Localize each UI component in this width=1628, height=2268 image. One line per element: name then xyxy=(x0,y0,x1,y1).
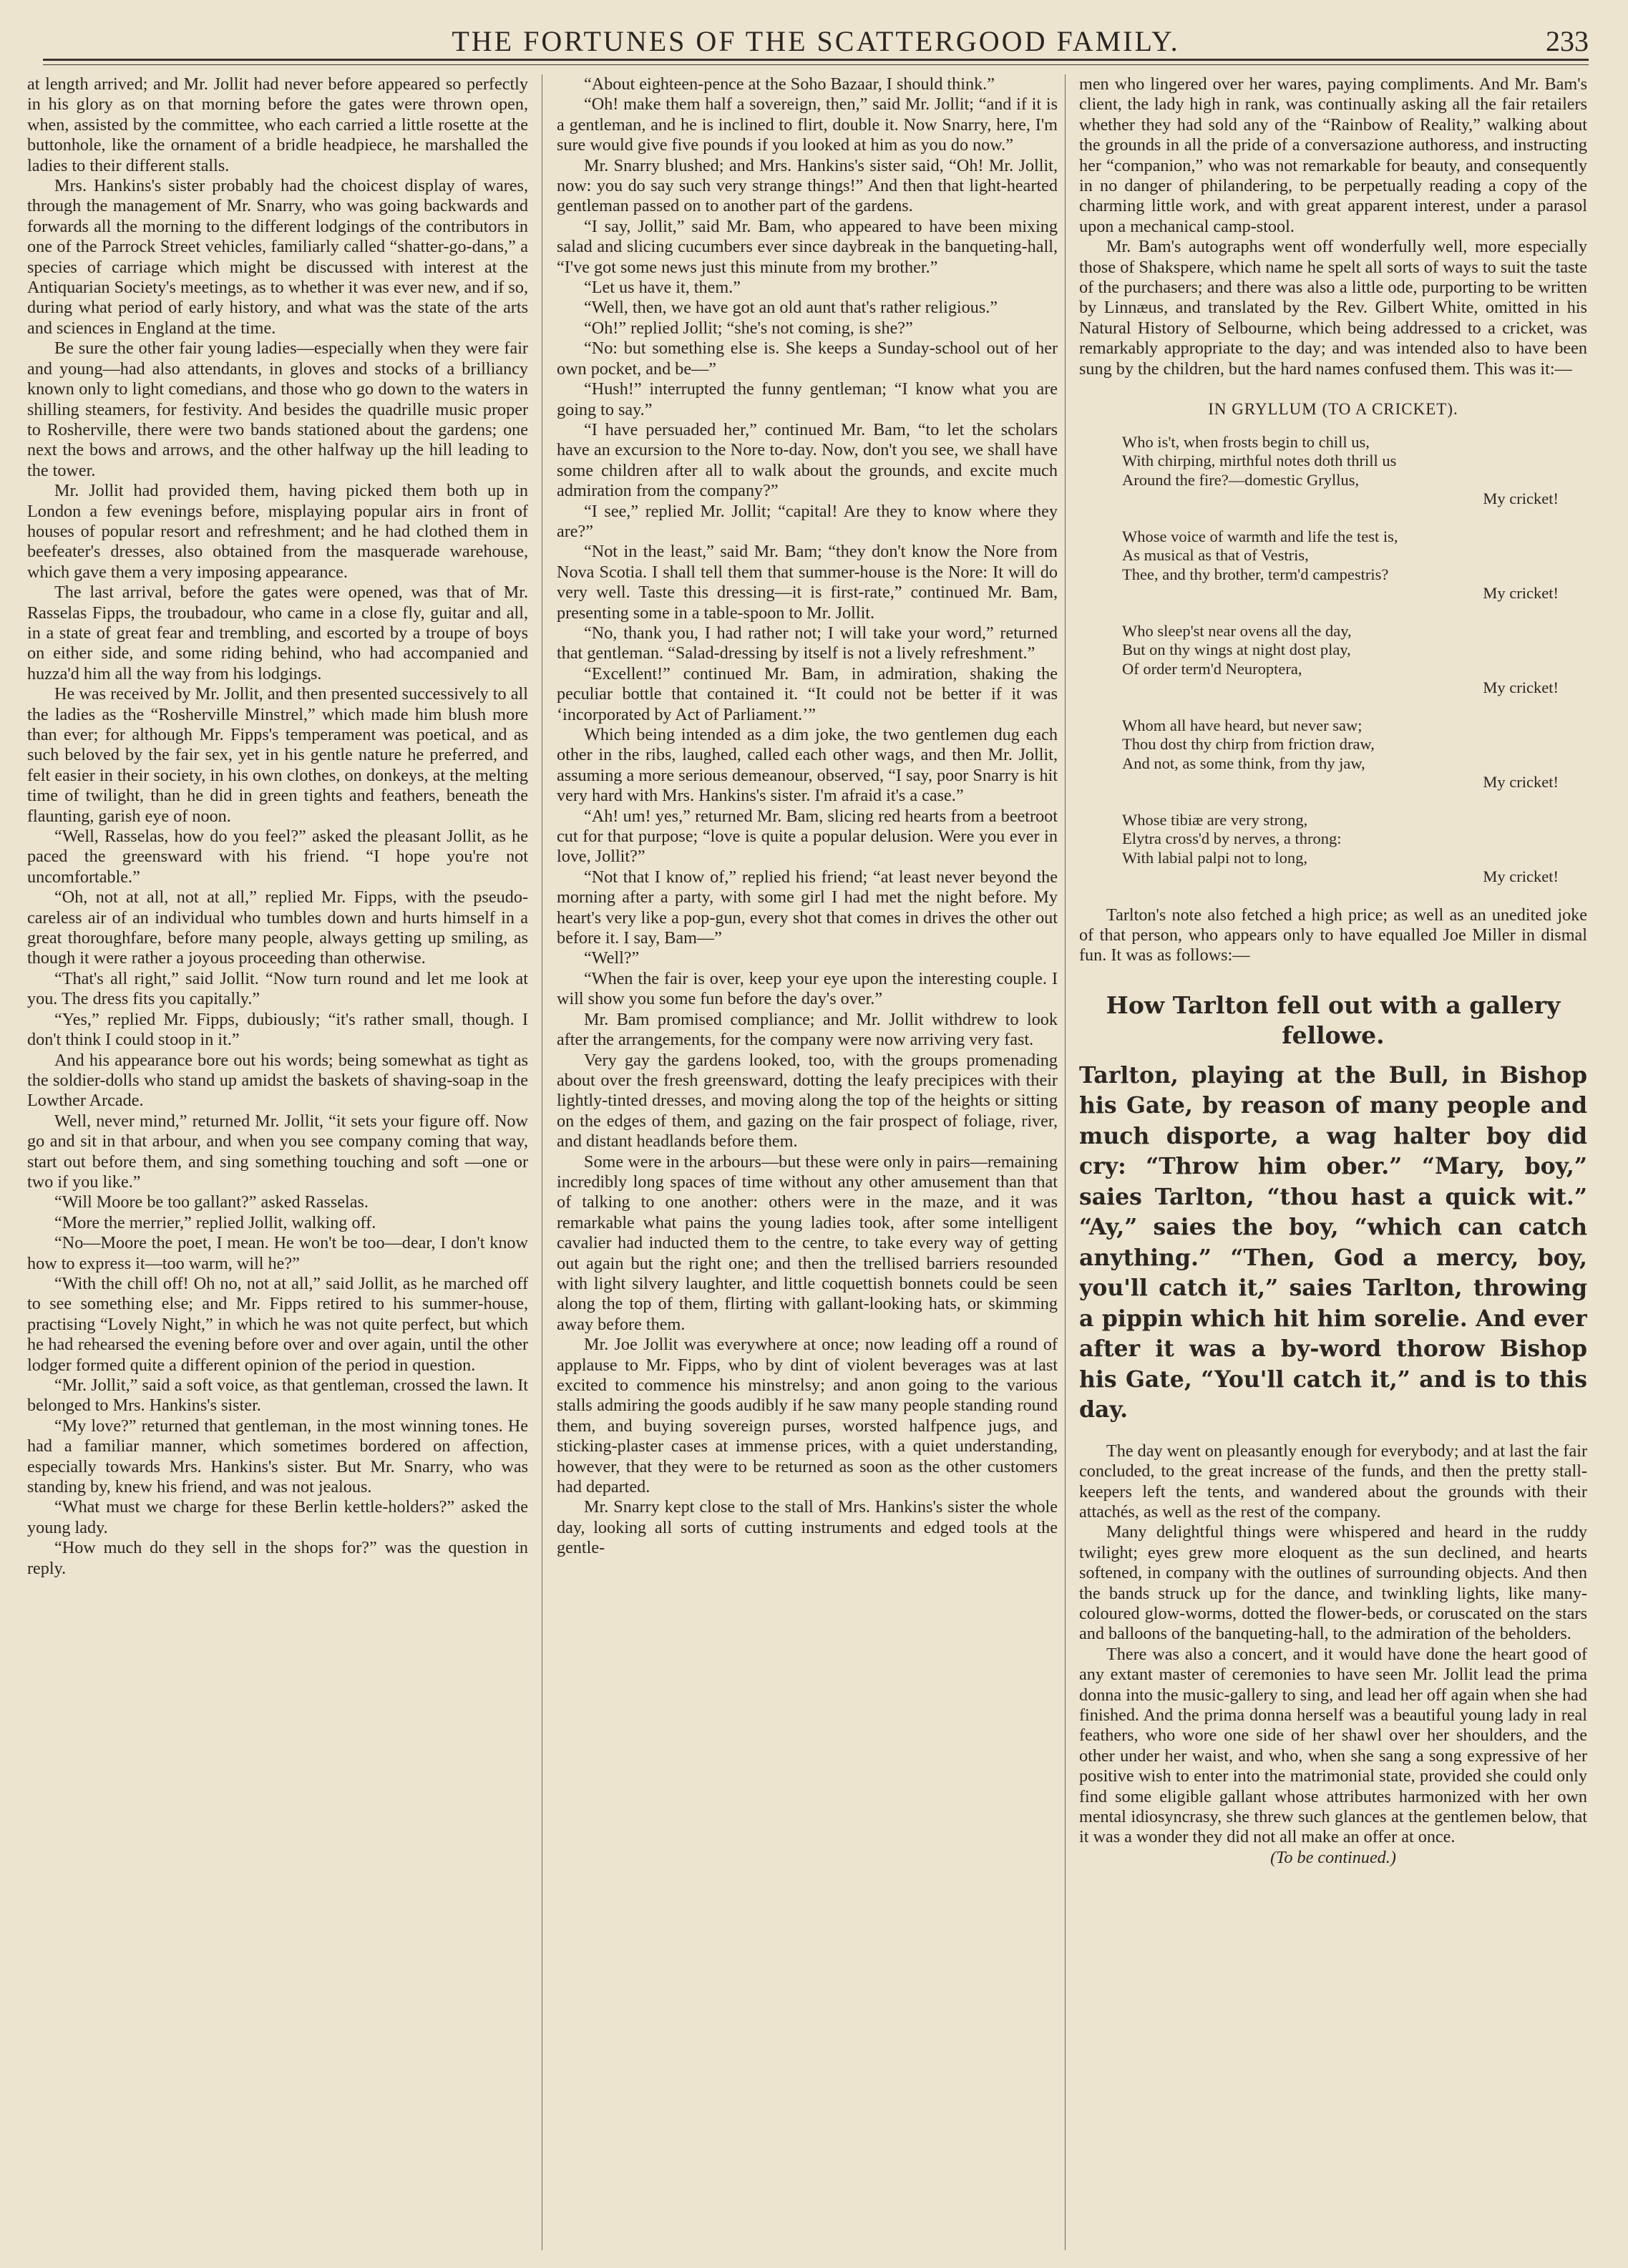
poem-line: As musical as that of Vestris, xyxy=(1122,546,1309,564)
poem-line: Of order term'd Neuroptera, xyxy=(1122,659,1302,678)
column-3-opening xyxy=(1079,74,1587,379)
paragraph: “With the chill off! Oh no, not at all,” said Jollit, as he marched off to see something else; and Mr. Fipps retired to his summer-house, practising “Lovely Night,” in which he was not quite perfect, but which he had rehearsed the evening before over and over again, until the other lodger formed quite a different opinion of the period in question. xyxy=(27,1273,528,1375)
paragraph: Some were in the arbours—but these were only in pairs—remaining incredibly long spaces of time without any other amusement than that of talking to one another: others were in the maze, and it was remarkable what pains the young ladies took, after some intelligent cavalier had inducted them to the centre, to take every way of getting out again but the right one; and then the trellised barriers resounded with light silvery laughter, and little coquettish bonnets could be seen along the top of them, flirting with gallant-looking hats, or skimming away before them. xyxy=(557,1152,1058,1334)
poem-line: Who is't, when frosts begin to chill us, xyxy=(1122,432,1370,451)
paragraph: Mr. Bam's autographs went off wonderfully well, more especially those of Shakspere, which name he spelt all sorts of ways to suit the taste of the purchasers; and there was also a little ode, purporting to be written by Linnæus, and translated by the Rev. Gilbert White, omitted in his Natural History of Selbourne, which being addressed to a cricket, was remarkably appropriate to the day; and was intended also to have been sung by the children, but the hard names confused them. This was it:— xyxy=(1079,237,1587,379)
paragraph: The day went on pleasantly enough for everybody; and at last the fair concluded, to the great increase of the funds, and then the pretty stall-keepers left the tents, and wandered about the grounds with their attachés, as well as the rest of the company. xyxy=(1079,1441,1587,1522)
paragraph: Mrs. Hankins's sister probably had the choicest display of wares, through the management of Mr. Snarry, who was going backwards and forwards all the morning to the different lodgings of the contributors in one of the Parrock Street vehicles, familiarly called “shatter-go-dans,” a species of carriage which might be discussed with interest at the Antiquarian Society's meetings, as to whether it was ever new, and if so, during what period of early history, and what was the state of the arts and sciences in England at the time. xyxy=(27,176,528,338)
paragraph: “That's all right,” said Jollit. “Now turn round and let me look at you. The dress fits you capitally.” xyxy=(27,968,528,1009)
paragraph: “I say, Jollit,” said Mr. Bam, who appeared to have been mixing salad and slicing cucumbers ever since daybreak in the banqueting-hall, “I've got some news just this minute from my brother.” xyxy=(557,216,1058,277)
paragraph: Which being intended as a dim joke, the two gentlemen dug each other in the ribs, laughed, called each other wags, and then Mr. Jollit, assuming a more serious demeanour, observed, “I say, poor Snarry is hit very hard with Mrs. Hankins's sister. I'm afraid it's a case.” xyxy=(557,725,1058,806)
to-be-continued: (To be continued.) xyxy=(1270,1847,1396,1867)
poem-line: With labial palpi not to long, xyxy=(1122,848,1308,867)
paragraph: “I have persuaded her,” continued Mr. Bam, “to let the scholars have an excursion to the Nore to-day. Now, don't you see, we shall have some children after all to walk about the grounds, and excite much admiration from the company?” xyxy=(557,419,1058,501)
poem-refrain: My cricket! xyxy=(1483,773,1559,791)
poem-line: Whom all have heard, but never saw; xyxy=(1122,716,1363,734)
paragraph: “Mr. Jollit,” said a soft voice, as that gentleman, crossed the lawn. It belonged to Mrs. Hankins's sister. xyxy=(27,1376,528,1416)
paragraph: “Yes,” replied Mr. Fipps, dubiously; “it's rather small, though. I don't think I could stoop in it.” xyxy=(27,1009,528,1050)
paragraph: Mr. Joe Jollit was everywhere at once; now leading off a round of applause to Mr. Fipps, who by dint of violent beverages was at last excited to commence his minstrelsy; and anon going to the various stalls admiring the goods audibly if he saw many people standing round them, and buying sovereign purses, worsted halfpence jugs, and sticking-plaster cases at immense prices, with a quiet understanding, however, that they were to be returned as soon as the other customers had departed. xyxy=(557,1335,1058,1497)
paragraph: Tarlton's note also fetched a high price; as well as an unedited joke of that person, who appears only to have equalled Joe Miller in dismal fun. It was as follows:— xyxy=(1079,905,1587,965)
column-1 xyxy=(27,74,528,2250)
poem-refrain: My cricket! xyxy=(1483,584,1559,602)
paragraph: “Hush!” interrupted the funny gentleman; “I know what you are going to say.” xyxy=(557,379,1058,419)
poem-line: Elytra cross'd by nerves, a throng: xyxy=(1122,829,1342,847)
paragraph: There was also a concert, and it would have done the heart good of any extant master of ceremonies to have seen Mr. Jollit lead the prima donna into the music-gallery to sing, and lead her off again when she had finished. And the prima donna herself was a beautiful young lady in real feathers, who wore one side of her shawl over her shoulders, and the other under her waist, and who, when she sang a song expressive of her positive wish to enter into the matrimonial state, provided she could only find some eligible gallant whose attributes harmonized with her own mental idiosyncrasy, she threw such glances at the gentlemen below, that it was a wonder they did not all make an offer at once. xyxy=(1079,1644,1587,1847)
paragraph: Be sure the other fair young ladies—especially when they were fair and young—had also attendants, in gloves and stocks of a brilliancy known only to light comedians, and those who go down to the waters in shilling steamers, for festivity. And besides the quadrille music proper to Rosherville, there were two bands stationed about the gardens; one next the bows and arrows, and the other halfway up the hill leading to the tower. xyxy=(27,339,528,480)
poem-line: Thou dost thy chirp from friction draw, xyxy=(1122,735,1375,753)
poem-line: Thee, and thy brother, term'd campestris? xyxy=(1122,565,1389,583)
paragraph: “No—Moore the poet, I mean. He won't be too—dear, I don't know how to express it—too warm, will he?” xyxy=(27,1233,528,1273)
header-rule-thin xyxy=(43,64,1589,65)
paragraph: Very gay the gardens looked, too, with the groups promenading about over the fresh greensward, dotting the leafy precipices with their lightly-tinted dresses, and moving along the top of the heights or sitting on the edges of them, and gazing on the fair prospect of foliage, river, and distant headlands before them. xyxy=(557,1050,1058,1152)
poem-line: Around the fire?—domestic Gryllus, xyxy=(1122,470,1360,489)
paragraph: “Let us have it, them.” xyxy=(584,278,741,298)
paragraph: “Oh! make them half a sovereign, then,” said Mr. Jollit; “and if it is a gentleman, and he is inclined to flirt, double it. Now Snarry, here, I'm sure would give five pounds if you looked at him as you do now.” xyxy=(557,94,1058,155)
poem-line: But on thy wings at night dost play, xyxy=(1122,641,1351,658)
paragraph: “No, thank you, I had rather not; I will take your word,” returned that gentleman. “Salad-dressing by itself is not a lively refreshment.” xyxy=(557,623,1058,663)
paragraph: “Excellent!” continued Mr. Bam, in admiration, shaking the peculiar bottle that contained it. “It could not be better if it was ‘incorporated by Act of Parliament.’” xyxy=(557,663,1058,724)
poem-stanza xyxy=(1122,716,1587,792)
poem-title: IN GRYLLUM (TO A CRICKET). xyxy=(1208,400,1458,419)
paragraph: Many delightful things were whispered and heard in the ruddy twilight; eyes grew more eloquent as the sun declined, and hearts softened, in company with the outlines of surrounding objects. And then the bands struck up for the dance, and twinkling lights, like many-coloured glow-worms, dotted the flower-beds, or coruscated on the stars and balloons of the banqueting-hall, to the admiration of the beholders. xyxy=(1079,1522,1587,1644)
paragraph: “Will Moore be too gallant?” asked Rasselas. xyxy=(54,1192,369,1212)
poem-refrain: My cricket! xyxy=(1483,678,1559,696)
column-3-closing xyxy=(1079,1441,1587,1848)
paragraph: “What must we charge for these Berlin kettle-holders?” asked the young lady. xyxy=(27,1497,528,1537)
paragraph: Mr. Snarry kept close to the stall of Mrs. Hankins's sister the whole day, looking all sorts of cutting instruments and edged tools at the gentle- xyxy=(557,1497,1058,1558)
header-rule xyxy=(43,59,1589,61)
paragraph: Mr. Snarry blushed; and Mrs. Hankins's sister said, “Oh! Mr. Jollit, now: you do say such very strange things!” And then that light-hearted gentleman passed on to another part of the gardens. xyxy=(557,155,1058,216)
paragraph: “More the merrier,” replied Jollit, walking off. xyxy=(54,1212,376,1232)
blackletter-body: Tarlton, playing at the Bull, in Bishop his Gate, by reason of many people and much disporte, a wag halter boy did cry: “Throw him ober.” “Mary, boy,” saies Tarlton, “thou hast a quick wit.” “Ay,” saies the boy, “which can catch anything.” “Then, God a mercy, boy, you'll catch it,” saies Tarlton, throwing a pippin which hit him sorelie. And ever after it was a by-word thorow Bishop his Gate, “You'll catch it,” and is to this day. xyxy=(1079,1061,1587,1423)
poem-line: Who sleep'st near ovens all the day, xyxy=(1122,621,1352,640)
running-title: THE FORTUNES OF THE SCATTERGOOD FAMILY. xyxy=(452,25,1180,57)
poem-stanza xyxy=(1122,433,1587,509)
paragraph: Mr. Jollit had provided them, having picked them both up in London a few evenings before, misplaying popular airs in front of houses of popular resort and refreshment; and he had clothed them in beefeater's dresses, also obtained from the masquerade warehouse, which gave them a very imposing appearance. xyxy=(27,481,528,582)
paragraph: “Oh!” replied Jollit; “she's not coming, is she?” xyxy=(584,318,913,338)
paragraph: He was received by Mr. Jollit, and then presented successively to all the ladies as the “Rosherville Minstrel,” which made him blush more than ever; for although Mr. Fipps's temperament was poetical, and as such beloved by the fair sex, yet in his gentle nature he preferred, and felt easier in their society, in his own clothes, on donkeys, at the melting time of twilight, than he did in green tights and feathers, beneath the flaunting, garish eye of noon. xyxy=(27,684,528,826)
poem-stanza xyxy=(1122,622,1587,698)
column-3 xyxy=(1079,74,1587,2250)
paragraph: “When the fair is over, keep your eye upon the interesting couple. I will show you some fun before the day's over.” xyxy=(557,968,1058,1009)
paragraph: “How much do they sell in the shops for?” was the question in reply. xyxy=(27,1538,528,1578)
paragraph: “Not that I know of,” replied his friend; “at least never beyond the morning after a party, with some girl I had met the night before. My heart's very like a pop-gun, every shot that comes in drives the other out before it. I say, Bam—” xyxy=(557,867,1058,948)
paragraph: men who lingered over her wares, paying compliments. And Mr. Bam's client, the lady high in rank, was continually asking all the fair retailers whether they had sold any of the “Rainbow of Reality,” walking about the grounds in all the pride of a conversazione authoress, and instructing her “companion,” who was not remarkable for beauty, and consequently in no danger of philandering, to be perpetually reading a copy of the charming little work, and with great apparent interest, under a parasol upon a mechanical camp-stool. xyxy=(1079,74,1587,236)
paragraph: “No: but something else is. She keeps a Sunday-school out of her own pocket, and be—” xyxy=(557,339,1058,379)
paragraph: “About eighteen-pence at the Soho Bazaar, I should think.” xyxy=(584,74,995,94)
page-number: 233 xyxy=(1546,25,1589,57)
paragraph: And his appearance bore out his words; being somewhat as tight as the soldier-dolls who stand up amidst the baskets of shaving-soap in the Lowther Arcade. xyxy=(27,1050,528,1111)
paragraph: Well, never mind,” returned Mr. Jollit, “it sets your figure off. Now go and sit in that arbour, and when you see company coming that way, start out before them, and sing something touching and soft —one or two if you like.” xyxy=(27,1111,528,1192)
paragraph: “I see,” replied Mr. Jollit; “capital! Are they to know where they are?” xyxy=(557,501,1058,541)
poem-line: And not, as some think, from thy jaw, xyxy=(1122,754,1365,772)
poem-stanza xyxy=(1122,527,1587,603)
column-divider xyxy=(1065,74,1066,2250)
poem-line: Whose voice of warmth and life the test is, xyxy=(1122,527,1398,545)
paragraph: The last arrival, before the gates were opened, was that of Mr. Rasselas Fipps, the troubadour, who came in a close fly, guitar and all, in a state of great fear and trembling, and escorted by a troupe of boys on either side, and some riding behind, who had accompanied and huzza'd him all the way from his lodgings. xyxy=(27,583,528,683)
paragraph: Mr. Bam promised compliance; and Mr. Jollit withdrew to look after the arrangements, for the company were now arriving very fast. xyxy=(557,1009,1058,1050)
column-2 xyxy=(557,74,1058,2250)
paragraph: “Oh, not at all, not at all,” replied Mr. Fipps, with the pseudo-careless air of an individual who tumbles down and hurts himself in a great thoroughfare, before many people, always getting up smiling, as though it were rather a joyous proceeding than otherwise. xyxy=(27,887,528,968)
paragraph: “Well, then, we have got an old aunt that's rather religious.” xyxy=(584,298,998,318)
paragraph: “Well, Rasselas, how do you feel?” asked the pleasant Jollit, as he paced the greensward with his friend. “I hope you're not uncomfortable.” xyxy=(27,827,528,887)
poem xyxy=(1079,433,1587,887)
paragraph: “Not in the least,” said Mr. Bam; “they don't know the Nore from Nova Scotia. I shall tell them that summer-house is the Nore: It will do very well. Taste this dressing—it is first-rate,” continued Mr. Bam, presenting some in a table-spoon to Mr. Jollit. xyxy=(557,542,1058,623)
poem-refrain: My cricket! xyxy=(1483,490,1559,507)
poem-line: With chirping, mirthful notes doth thrill us xyxy=(1122,452,1397,469)
paragraph: “Well?” xyxy=(584,948,640,968)
paragraph: at length arrived; and Mr. Jollit had never before appeared so perfectly in his glory as on that morning before the gates were thrown open, when, assisted by the committee, who each carried a little rosette at the buttonhole, like the ornament of a bridle headpiece, he marshalled the ladies to their different stalls. xyxy=(27,74,528,175)
poem-stanza xyxy=(1122,811,1587,887)
page-header xyxy=(43,20,1589,63)
paragraph: “Ah! um! yes,” returned Mr. Bam, slicing red hearts from a beetroot cut for that purpose; “love is quite a popular delusion. Were you ever in love, Jollit?” xyxy=(557,806,1058,867)
poem-refrain: My cricket! xyxy=(1483,867,1559,885)
poem-line: Whose tibiæ are very strong, xyxy=(1122,810,1308,829)
blackletter-title: How Tarlton fell out with a gallery fellowe. xyxy=(1106,991,1561,1049)
paragraph: “My love?” returned that gentleman, in the most winning tones. He had a familiar manner, which sometimes bordered on affection, especially towards Mrs. Hankins's sister. But Mr. Snarry, who was standing by, knew his friend, and was not jealous. xyxy=(27,1416,528,1497)
